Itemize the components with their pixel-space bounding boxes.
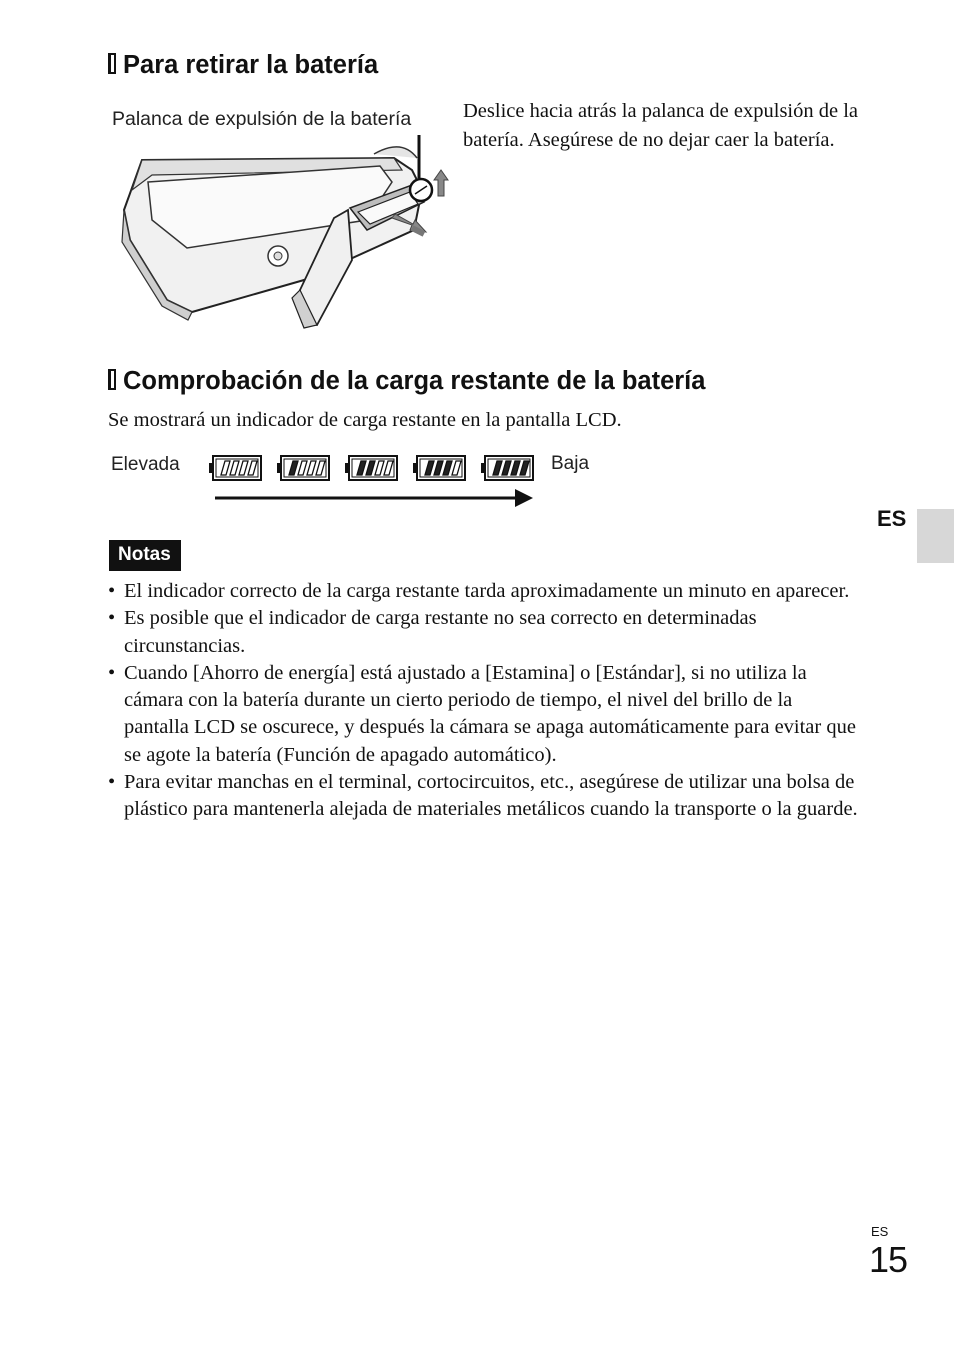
page-number: 15 <box>869 1239 908 1280</box>
heading-marker-icon <box>108 369 116 390</box>
note-item: • Para evitar manchas en el terminal, cortocircuitos, etc., asegúrese de utilizar una bolsa de plástico para mantenerla alejada de materiales metálicos cuando la transporte o la guarde. <box>108 769 858 824</box>
battery-charge-intro: Se mostrará un indicador de carga restante en la pantalla LCD. <box>108 409 622 431</box>
battery-level-indicators <box>205 452 540 512</box>
section-heading-remove-battery: Para retirar la batería <box>108 53 378 79</box>
battery-icon <box>277 456 329 480</box>
section-heading-battery-charge: Comprobación de la carga restante de la batería <box>108 369 705 395</box>
battery-icon <box>345 456 397 480</box>
remove-battery-description: Deslice hacia atrás la palanca de expulsión de la batería. Asegúrese de no dejar caer la batería. <box>463 100 859 151</box>
label-low: Baja <box>551 453 590 474</box>
language-side-tab <box>917 509 954 563</box>
battery-icon <box>209 456 261 480</box>
heading-marker-icon <box>108 53 116 74</box>
notes-badge: Notas <box>109 540 181 571</box>
label-high: Elevada <box>111 454 180 475</box>
battery-icon <box>481 456 533 480</box>
note-item: • El indicador correcto de la carga restante tarda aproximadamente un minuto en aparecer. <box>108 578 858 605</box>
callout-label-eject-lever: Palanca de expulsión de la batería <box>112 108 412 130</box>
camera-battery-removal-illustration <box>112 130 457 335</box>
direction-arrow-head <box>515 489 533 507</box>
notes-list <box>108 578 858 824</box>
language-side-label: ES <box>877 506 907 531</box>
battery-icon <box>413 456 465 480</box>
page-language-code: ES <box>871 1224 889 1239</box>
note-item: • Cuando [Ahorro de energía] está ajustado a [Estamina] o [Estándar], si no utiliza la cámara con la batería durante un cierto periodo de tiempo, el nivel del brillo de la pantalla LCD se oscurece, y después la cámara se apaga automáticamente para evitar que se agote la batería (Función de apagado automático). <box>108 660 858 769</box>
note-item: • Es posible que el indicador de carga restante no sea correcto en determinadas circunstancias. <box>108 605 858 660</box>
